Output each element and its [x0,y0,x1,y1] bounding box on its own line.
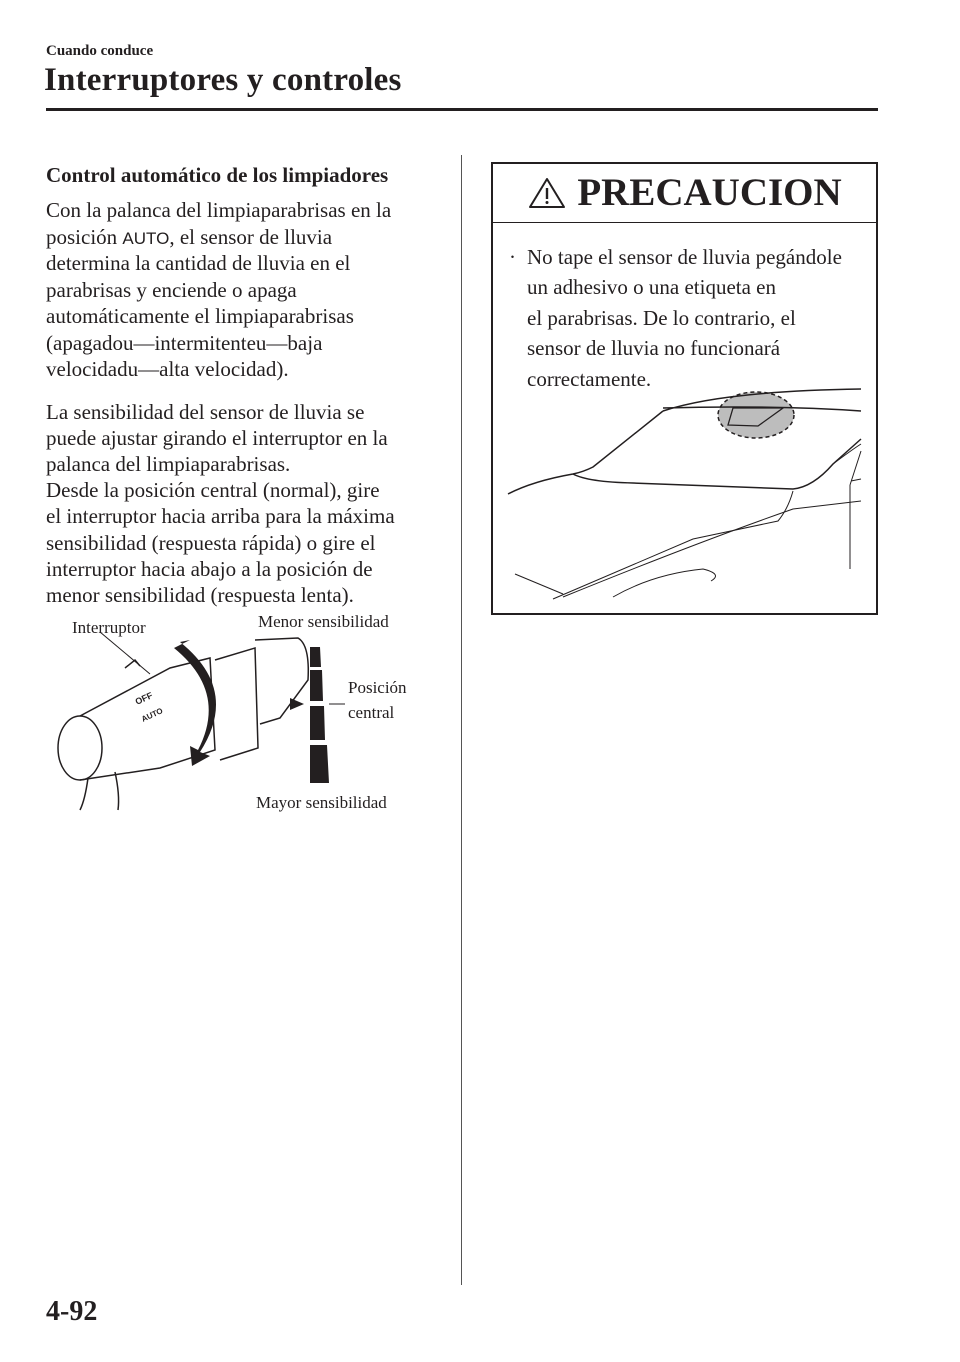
para1-line: (apagadou—intermitenteu—baja [46,331,323,355]
caution-line: un adhesivo o una etiqueta en [527,275,777,299]
para1-line: velocidadu—alta velocidad). [46,357,289,381]
caution-line: No tape el sensor de lluvia pegándole [527,245,842,269]
auto-label: AUTO [140,706,165,724]
para2-line: La sensibilidad del sensor de lluvia se [46,400,365,424]
off-label: OFF [133,690,155,707]
para2-line: el interruptor hacia arriba para la máxima [46,504,395,528]
menor-sensibilidad-label: Menor sensibilidad [258,612,389,631]
caution-line: el parabrisas. De lo contrario, el [527,306,796,330]
windshield-rain-sensor-illustration [493,369,876,609]
posicion-label: Posición [348,678,407,697]
bullet: · [509,245,516,269]
para2-line: puede ajustar girando el interruptor en la [46,426,388,450]
caution-line: correctamente. [527,367,652,391]
caution-title: PRECAUCION [577,171,842,214]
mayor-sensibilidad-label: Mayor sensibilidad [256,793,387,812]
para1-line: automáticamente el limpiaparabrisas [46,304,354,328]
auto-term: AUTO [122,229,170,248]
para2-line: palanca del limpiaparabrisas. [46,452,291,476]
column-divider [461,155,462,1285]
subheading: Control automático de los limpiadores [46,163,389,187]
para2-line: interruptor hacia abajo a la posición de [46,557,373,581]
page-number: 4-92 [46,1296,98,1327]
central-label: central [348,703,395,722]
para1-line: parabrisas y enciende o apaga [46,278,297,302]
para1-line: determina la cantidad de lluvia en el [46,251,351,275]
section-label: Cuando conduce [46,43,154,59]
para2-line: Desde la posición central (normal), gire [46,478,380,502]
wiper-lever-figure [40,610,420,820]
para1-line: Con la palanca del limpiaparabrisas en la [46,198,392,222]
caution-box [491,162,878,615]
para2-line: menor sensibilidad (respuesta lenta). [46,583,354,607]
header-rule [46,108,878,111]
caution-header [493,164,876,223]
para1-line [46,224,332,252]
text: , el sensor de lluvia [169,225,333,249]
interruptor-label: Interruptor [72,618,146,637]
caution-line: sensor de lluvia no funcionará [527,336,781,360]
warning-triangle-icon [527,176,567,210]
para2-line: sensibilidad (respuesta rápida) o gire el [46,531,376,555]
page-title: Interruptores y controles [44,62,402,98]
text: posición [46,225,123,249]
